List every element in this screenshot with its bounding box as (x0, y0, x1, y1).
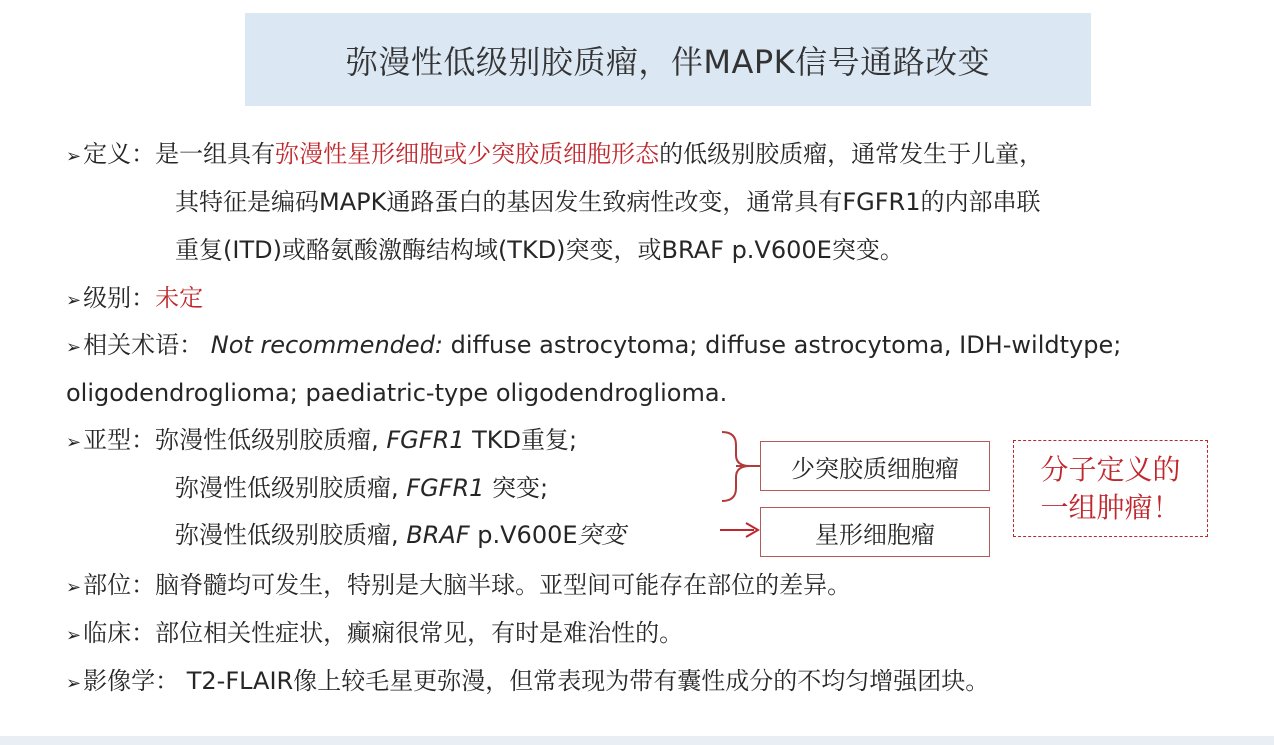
subtype-line-3 (175, 519, 626, 551)
terms-not-recommended: Not recommended: (210, 331, 443, 359)
note-line-1: 分子定义的 (1040, 452, 1181, 486)
definition-line-2: 其特征是编码MAPK通路蛋白的基因发生致病性改变，通常具有FGFR1的内部串联 (175, 188, 1041, 216)
subtype-3-gene: BRAF (406, 521, 470, 549)
subtype-3-post-italic: 突变 (577, 521, 626, 549)
bullet-arrow-icon: ➢ (66, 673, 82, 694)
subtype-2-pre: 弥漫性低级别胶质瘤, (175, 474, 407, 502)
bullet-arrow-icon: ➢ (66, 625, 82, 646)
clinical-line (66, 617, 683, 652)
molecular-definition-note (1013, 440, 1208, 537)
subtype-1-pre: 弥漫性低级别胶质瘤, (155, 426, 387, 454)
terms-line-2: oligodendroglioma; paediatric-type oligodendroglioma. (66, 379, 728, 407)
location-label: 部位： (83, 571, 156, 599)
clinical-text: 部位相关性症状，癫痫很常见，有时是难治性的。 (155, 619, 684, 647)
astrocytoma-box: 星形细胞瘤 (760, 507, 990, 557)
subtype-line-2 (175, 472, 548, 504)
definition-text-pre: 是一组具有 (155, 140, 276, 168)
subtype-1-post: TKD重复; (464, 426, 578, 454)
grade-value: 未定 (155, 284, 204, 312)
subtype-2-post: 突变; (484, 474, 549, 502)
terms-text: diffuse astrocytoma; diffuse astrocytoma, IDH-wildtype; (442, 331, 1122, 359)
definition-highlight: 弥漫性星形细胞或少突胶质细胞形态 (275, 140, 660, 168)
subtype-3-pre: 弥漫性低级别胶质瘤, (175, 521, 407, 549)
imaging-label: 影像学： (83, 667, 180, 695)
grade-line (66, 282, 203, 317)
bullet-arrow-icon: ➢ (66, 577, 82, 598)
bullet-arrow-icon: ➢ (66, 337, 82, 358)
subtype-1-gene: FGFR1 (386, 426, 465, 454)
subtype-line-1 (66, 424, 577, 459)
grade-label: 级别： (83, 284, 156, 312)
note-line-2: 一组肿瘤！ (1040, 490, 1181, 524)
oligodendroglioma-box: 少突胶质细胞瘤 (760, 441, 990, 491)
definition-label: 定义： (83, 140, 156, 168)
bottom-strip (0, 736, 1274, 745)
bullet-arrow-icon: ➢ (66, 290, 82, 311)
terms-line-1 (66, 329, 1121, 364)
location-text: 脑脊髓均可发生，特别是大脑半球。亚型间可能存在部位的差异。 (155, 571, 852, 599)
page-title: 弥漫性低级别胶质瘤，伴MAPK信号通路改变 (345, 42, 991, 81)
definition-line-3: 重复(ITD)或酪氨酸激酶结构域(TKD)突变，或BRAF p.V600E突变。 (175, 236, 904, 264)
definition-text-post: 的低级别胶质瘤，通常发生于儿童， (659, 140, 1044, 168)
imaging-line (66, 665, 989, 700)
location-line (66, 569, 851, 604)
bullet-arrow-icon: ➢ (66, 146, 82, 167)
imaging-text: T2-FLAIR像上较毛星更弥漫，但常表现为带有囊性成分的不均匀增强团块。 (179, 667, 990, 695)
bullet-arrow-icon: ➢ (66, 432, 82, 453)
title-banner (245, 13, 1091, 106)
subtype-2-gene: FGFR1 (406, 474, 485, 502)
subtypes-label: 亚型： (83, 426, 156, 454)
subtype-3-post: p.V600E (469, 521, 578, 549)
definition-line-1 (66, 138, 1043, 173)
clinical-label: 临床： (83, 619, 156, 647)
terms-label: 相关术语： (83, 331, 204, 359)
